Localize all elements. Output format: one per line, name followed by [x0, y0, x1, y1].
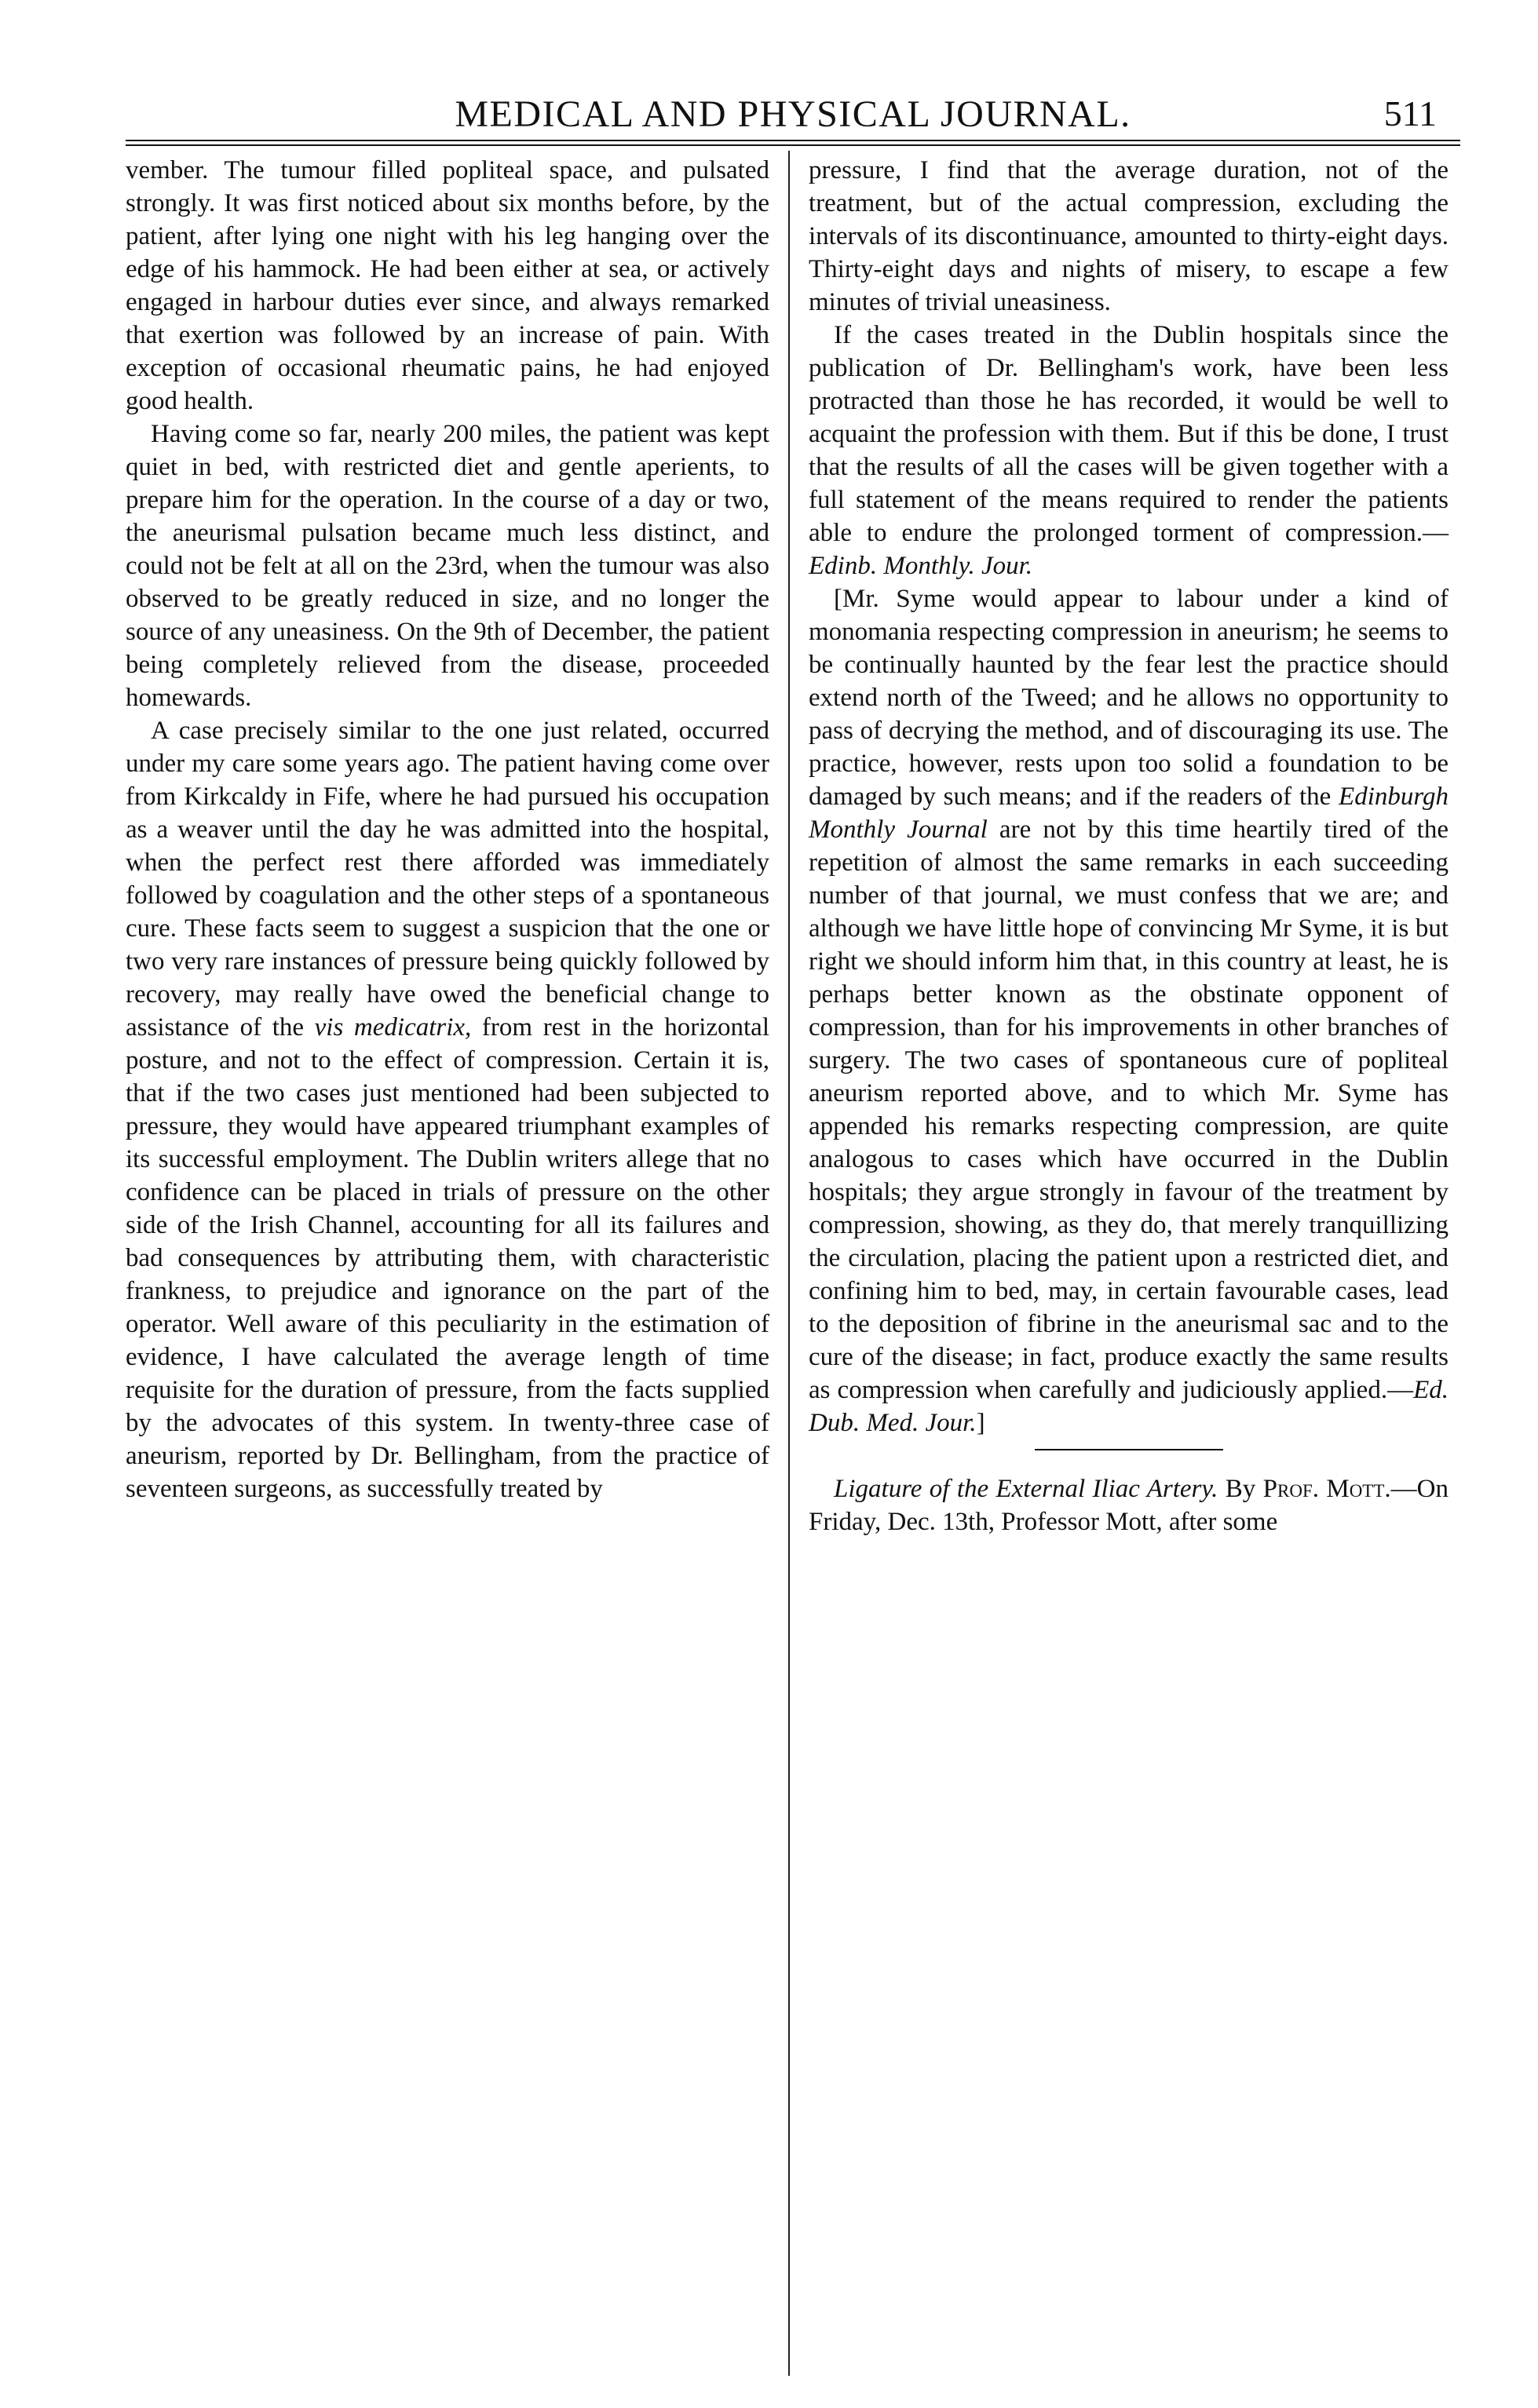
- italic-term: vis medicatrix,: [314, 1013, 472, 1042]
- paragraph-text: pressure, I find that the average duration, not of the treatment, but of the actual compression, excluding the intervals of its discontinuance, amounted to thirty-eight days. Thirty-eight days and nights of misery, to escape a few minutes of trivial uneasiness.: [809, 156, 1448, 316]
- right-column: [809, 154, 1448, 1538]
- byline-prefix: By: [1218, 1475, 1263, 1503]
- paragraph-text: are not by this time heartily tired of the repetition of almost the same remarks in each succeeding number of that journal, we must confess that we are; and although we have little hope of convincing Mr Syme, it is but right we should inform him that, in this country at least, he is perhaps better known as the obstinate opponent of compression, than for his improvements in other branches of surgery. The two cases of spontaneous cure of popliteal aneurism reported above, and to which Mr. Syme has appended his remarks respecting compression, are quite analogous to cases which have occurred in the Dublin hospitals; they argue strongly in favour of the treatment by compression, showing, as they do, that merely tranquillizing the circulation, placing the patient upon a restricted diet, and confining him to bed, may, in certain favourable cases, lead to the deposition of fibrine in the aneurismal sac and to the cure of the disease; in fact, produce exactly the same results as compression when carefully and judiciously applied.—: [809, 815, 1448, 1404]
- paragraph-text: A case precisely similar to the one just related, occurred under my care some years ago. The patient having come over from Kirkcaldy in Fife, where he had pursued his occupation as a weaver until the day he was admitted into the hospital, when the perfect rest there afforded was immediately followed by coagulation and the other steps of a spontaneous cure. These facts seem to suggest a suspicion that the one or two very rare instances of pressure being quickly followed by recovery, may really have owed the beneficial change to assistance of the: [126, 717, 769, 1042]
- paragraph-duration: [809, 154, 1448, 319]
- closing-bracket: ]: [976, 1409, 985, 1437]
- source-citation: Edinb. Monthly. Jour.: [809, 552, 1033, 580]
- paragraph-dublin-hospitals: [809, 319, 1448, 582]
- paragraph-text: —On Friday, Dec. 13th, Professor Mott, after some: [809, 1475, 1448, 1536]
- header-rule-double: [126, 144, 1460, 146]
- paragraph-ligature-article: [809, 1472, 1448, 1538]
- paragraph-treatment: [126, 418, 769, 714]
- running-title: MEDICAL AND PHYSICAL JOURNAL.: [455, 93, 1131, 135]
- paragraph-text: Having come so far, nearly 200 miles, the patient was kept quiet in bed, with restricted diet and gentle aperients, to prepare him for the operation. In the course of a day or two, the aneurismal pulsation became much less distinct, and could not be felt at all on the 23rd, when the tumour was also observed to be greatly reduced in size, and no longer the source of any uneasiness. On the 9th of December, the patient being completely relieved from the disease, proceeded homewards.: [126, 420, 769, 712]
- paragraph-text: If the cases treated in the Dublin hospitals since the publication of Dr. Bellingham's work, have been less protracted than those he has recorded, it would be well to acquaint the profession with them. But if this be done, I trust that the results of all the cases will be given together with a full statement of the means required to render the patients able to endure the prolonged torment of compression.—: [809, 321, 1448, 547]
- running-header: [126, 78, 1460, 141]
- byline-author: Prof. Mott.: [1262, 1475, 1391, 1503]
- column-divider: [788, 151, 790, 2376]
- italic-journal-title: Edinburgh Monthly Journal: [809, 783, 1448, 844]
- paragraph-text: [Mr. Syme would appear to labour under a kind of monomania respecting compression in aneurism; he seems to be continually haunted by the fear lest the practice should extend north of the Tweed; and he allows no opportunity to pass of decrying the method, and of discouraging its use. The practice, however, rests upon too solid a foundation to be damaged by such means; and if the readers of the: [809, 585, 1448, 811]
- page-number: 511: [1383, 93, 1437, 133]
- paragraph-similar-case: [126, 714, 769, 1505]
- article-heading: Ligature of the External Iliac Artery.: [834, 1475, 1218, 1503]
- paragraph-text: from rest in the horizontal posture, and not to the effect of compression. Certain it is, that if the two cases just mentioned had been subjected to pressure, they would have appeared triumphant examples of its successful employment. The Dublin writers allege that no confidence can be placed in trials of pressure on the other side of the Irish Channel, accounting for all its failures and bad consequences by attributing them, with characteristic frankness, to prejudice and ignorance on the part of the operator. Well aware of this peculiarity in the estimation of evidence, I have calculated the average length of time requisite for the duration of pressure, from the facts supplied by the advocates of this system. In twenty-three case of aneurism, reported by Dr. Bellingham, from the practice of seventeen surgeons, as successfully treated by: [126, 1013, 769, 1503]
- paragraph-text: vember. The tumour filled popliteal space, and pulsated strongly. It was first noticed about six months before, by the patient, after lying one night with his leg hanging over the edge of his hammock. He had been either at sea, or actively engaged in harbour duties ever since, and always remarked that exertion was followed by an increase of pain. With exception of occasional rheumatic pains, he had enjoyed good health.: [126, 156, 769, 415]
- section-separator-rule: [1035, 1449, 1223, 1450]
- paragraph-editorial-note: [809, 582, 1448, 1439]
- left-column: [126, 154, 769, 1505]
- header-rule: [126, 140, 1460, 141]
- source-citation: Ed. Dub. Med. Jour.: [809, 1376, 1448, 1437]
- paragraph-case-continuation: [126, 154, 769, 418]
